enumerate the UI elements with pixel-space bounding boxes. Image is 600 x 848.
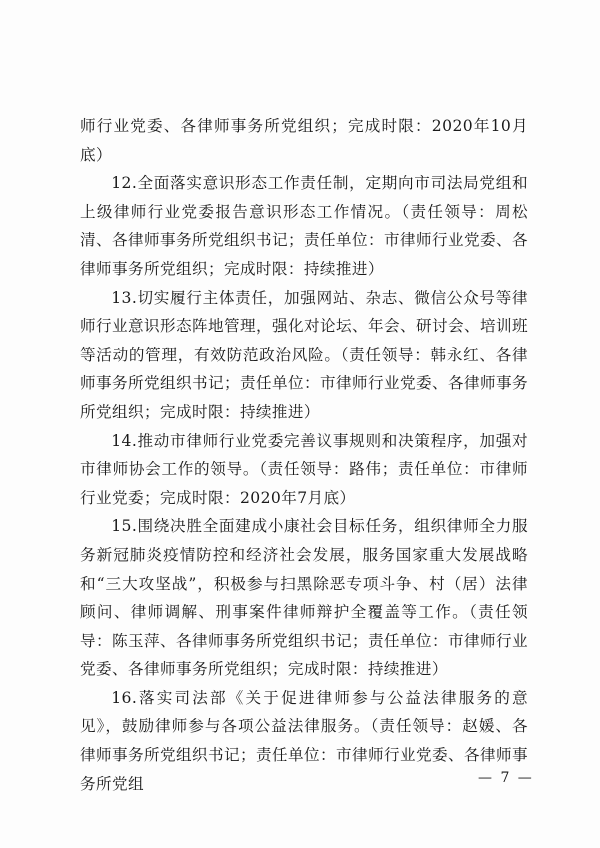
paragraph-continued: 师行业党委、各律师事务所党组织；完成时限：2020年10月底） [80,117,528,164]
paragraph-item-16: 16.落实司法部《关于促进律师参与公益法律服务的意见》，鼓励律师参与各项公益法律服务。（责任领导：赵媛、各律师事务所党组织书记；责任单位：市律师行业党委、各律师事务所党组 [80,688,528,793]
paragraph-item-14: 14.推动市律师行业党委完善议事规则和决策程序，加强对市律师协会工作的领导。（责任领导：路伟；责任单位：市律师行业党委；完成时限：2020年7月底） [80,431,528,507]
body-text [80,112,528,798]
paragraph-item-15: 15.围绕决胜全面建成小康社会目标任务，组织律师全力服务新冠肺炎疫情防控和经济社会发展，服务国家重大发展战略和“三大攻坚战”，积极参与扫黑除恶专项斗争、村（居）法律顾问、律师调解、刑事案件律师辩护全覆盖等工作。（责任领导：陈玉萍、各律师事务所党组织书记；责任单位：市律师行业党委、各律师事务所党组织；完成时限：持续推进） [80,517,528,679]
paragraph-item-12: 12.全面落实意识形态工作责任制，定期向市司法局党组和上级律师行业党委报告意识形态工作情况。（责任领导：周松清、各律师事务所党组织书记；责任单位：市律师行业党委、各律师事务所党组织；完成时限：持续推进） [80,174,528,278]
paragraph-item-13: 13.切实履行主体责任，加强网站、杂志、微信公众号等律师行业意识形态阵地管理，强化对论坛、年会、研讨会、培训班等活动的管理，有效防范政治风险。（责任领导：韩永红、各律师事务所党组织书记；责任单位：市律师行业党委、各律师事务所党组织；完成时限：持续推进） [80,288,528,421]
page-number: — 7 — [478,770,534,786]
